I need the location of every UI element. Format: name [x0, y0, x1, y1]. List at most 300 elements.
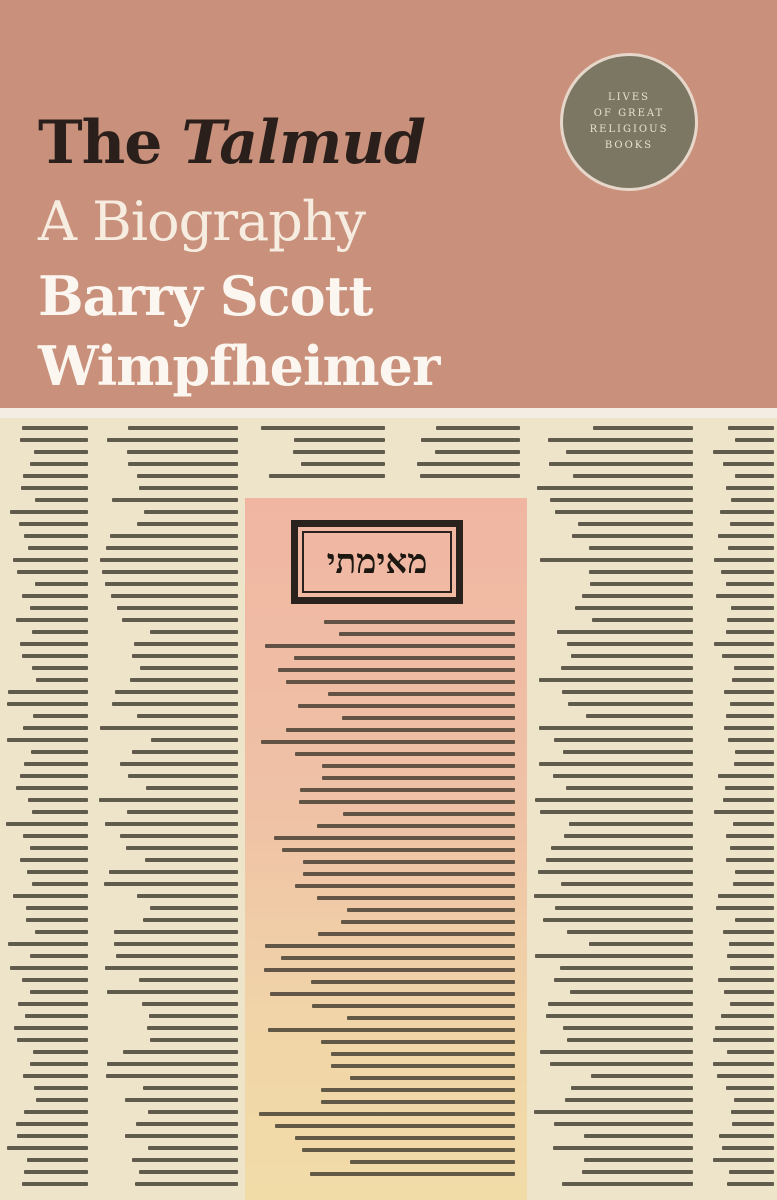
- text-line: [716, 906, 774, 910]
- text-line: [728, 546, 774, 550]
- text-line: [105, 966, 238, 970]
- text-line: [546, 1014, 693, 1018]
- text-line: [593, 426, 693, 430]
- text-line: [120, 834, 238, 838]
- text-line: [546, 858, 693, 862]
- text-line: [303, 860, 515, 864]
- text-line: [34, 1086, 88, 1090]
- text-line: [548, 438, 693, 442]
- text-line: [342, 716, 515, 720]
- text-line: [13, 558, 88, 562]
- text-line: [733, 882, 774, 886]
- text-line: [151, 738, 238, 742]
- text-line: [298, 704, 515, 708]
- text-line: [137, 714, 238, 718]
- text-line: [33, 1050, 88, 1054]
- text-line: [540, 558, 693, 562]
- text-line: [302, 1148, 515, 1152]
- text-line: [717, 1074, 774, 1078]
- text-line: [551, 846, 693, 850]
- text-line: [731, 606, 774, 610]
- text-line: [20, 642, 88, 646]
- talmud-page-illustration: [0, 418, 777, 1200]
- text-line: [32, 666, 88, 670]
- text-line: [26, 906, 88, 910]
- title-band: [0, 0, 777, 408]
- text-line: [584, 1134, 693, 1138]
- text-line: [20, 858, 88, 862]
- text-line: [126, 846, 238, 850]
- text-line: [17, 1038, 88, 1042]
- text-line: [589, 546, 693, 550]
- text-line: [100, 726, 238, 730]
- text-line: [726, 486, 774, 490]
- text-line: [22, 1182, 88, 1186]
- text-line: [553, 774, 693, 778]
- text-line: [727, 1182, 774, 1186]
- text-line: [109, 870, 238, 874]
- series-line-4: BOOKS: [604, 140, 654, 151]
- text-line: [128, 426, 238, 430]
- text-line: [538, 870, 693, 874]
- text-line: [562, 1182, 693, 1186]
- text-line: [713, 450, 774, 454]
- text-line: [566, 786, 693, 790]
- text-line: [562, 690, 693, 694]
- text-line: [549, 462, 693, 466]
- text-line: [734, 666, 774, 670]
- text-line: [35, 582, 88, 586]
- text-line: [722, 1146, 774, 1150]
- text-line: [557, 630, 693, 634]
- text-column: [712, 426, 774, 1196]
- text-line: [16, 786, 88, 790]
- text-line: [24, 534, 88, 538]
- text-line: [713, 1038, 774, 1042]
- title-italic: Talmud: [181, 108, 425, 178]
- text-line: [132, 654, 238, 658]
- text-line: [23, 726, 88, 730]
- text-line: [122, 618, 238, 622]
- text-line: [8, 690, 88, 694]
- text-line: [105, 822, 238, 826]
- text-line: [18, 1002, 88, 1006]
- text-line: [730, 702, 774, 706]
- text-line: [22, 978, 88, 982]
- text-line: [147, 1026, 238, 1030]
- text-line: [301, 462, 385, 466]
- text-line: [726, 1086, 774, 1090]
- text-line: [140, 666, 238, 670]
- text-line: [537, 486, 693, 490]
- text-line: [573, 474, 693, 478]
- text-line: [341, 920, 515, 924]
- text-line: [589, 942, 693, 946]
- text-line: [735, 474, 774, 478]
- text-line: [261, 426, 385, 430]
- text-line: [311, 980, 515, 984]
- text-line: [100, 558, 238, 562]
- text-line: [32, 882, 88, 886]
- text-line: [22, 426, 88, 430]
- text-line: [146, 786, 238, 790]
- series-line-1: LIVES: [608, 92, 650, 103]
- text-line: [734, 1098, 774, 1102]
- text-line: [730, 846, 774, 850]
- text-line: [132, 1158, 238, 1162]
- text-line: [13, 894, 88, 898]
- text-line: [731, 1110, 774, 1114]
- text-line: [718, 774, 774, 778]
- text-line: [714, 642, 774, 646]
- text-line: [286, 728, 515, 732]
- text-line: [590, 582, 693, 586]
- text-line: [17, 1134, 88, 1138]
- text-line: [567, 642, 693, 646]
- text-line: [567, 1038, 693, 1042]
- text-line: [116, 954, 238, 958]
- text-line: [120, 762, 238, 766]
- text-line: [566, 450, 693, 454]
- text-line: [539, 726, 693, 730]
- text-line: [347, 1016, 515, 1020]
- text-line: [735, 870, 774, 874]
- text-line: [112, 498, 238, 502]
- text-line: [22, 654, 88, 658]
- text-line: [8, 942, 88, 946]
- text-line: [150, 1038, 238, 1042]
- text-line: [30, 462, 88, 466]
- text-line: [728, 426, 774, 430]
- text-line: [724, 726, 774, 730]
- text-line: [7, 738, 88, 742]
- text-line: [278, 668, 515, 672]
- text-line: [312, 1004, 515, 1008]
- text-line: [723, 462, 774, 466]
- text-line: [732, 678, 774, 682]
- text-line: [35, 930, 88, 934]
- text-line: [282, 848, 515, 852]
- text-column: [533, 426, 693, 1196]
- text-line: [114, 930, 238, 934]
- text-line: [137, 894, 238, 898]
- text-line: [114, 942, 238, 946]
- text-line: [729, 1170, 774, 1174]
- text-line: [115, 690, 238, 694]
- text-line: [721, 570, 774, 574]
- text-line: [17, 570, 88, 574]
- text-line: [540, 810, 693, 814]
- text-line: [721, 1014, 774, 1018]
- text-line: [571, 654, 693, 658]
- text-line: [713, 1062, 774, 1066]
- author-last-line: Wimpfheimer: [38, 334, 440, 398]
- text-line: [726, 858, 774, 862]
- text-line: [270, 992, 515, 996]
- text-line: [286, 680, 515, 684]
- text-line: [324, 620, 515, 624]
- text-line: [148, 1146, 238, 1150]
- text-line: [540, 1050, 693, 1054]
- text-line: [150, 630, 238, 634]
- text-line: [718, 894, 774, 898]
- text-line: [420, 474, 520, 478]
- series-line-3: RELIGIOUS: [589, 124, 669, 135]
- text-line: [343, 812, 515, 816]
- text-line: [318, 932, 515, 936]
- text-line: [317, 896, 515, 900]
- text-line: [730, 522, 774, 526]
- text-line: [7, 1146, 88, 1150]
- text-line: [27, 1158, 88, 1162]
- text-line: [534, 1110, 693, 1114]
- text-line: [139, 978, 238, 982]
- text-line: [591, 1074, 693, 1078]
- text-line: [578, 522, 693, 526]
- text-line: [123, 1050, 238, 1054]
- text-line: [331, 1064, 515, 1068]
- text-line: [724, 990, 774, 994]
- text-line: [719, 1134, 774, 1138]
- text-line: [550, 1062, 693, 1066]
- text-line: [32, 810, 88, 814]
- text-line: [310, 1172, 515, 1176]
- text-line: [14, 1026, 88, 1030]
- text-line: [347, 908, 515, 912]
- text-line: [135, 1182, 238, 1186]
- text-line: [104, 882, 238, 886]
- text-column: [392, 426, 520, 494]
- text-line: [102, 570, 238, 574]
- text-line: [543, 918, 693, 922]
- text-line: [136, 1122, 238, 1126]
- text-line: [111, 594, 238, 598]
- text-line: [421, 438, 520, 442]
- text-line: [36, 678, 88, 682]
- text-line: [534, 894, 693, 898]
- text-line: [322, 776, 515, 780]
- text-line: [268, 1028, 515, 1032]
- text-line: [539, 678, 693, 682]
- text-line: [143, 918, 238, 922]
- text-line: [300, 788, 515, 792]
- text-line: [726, 630, 774, 634]
- opening-word-frame: [291, 520, 463, 604]
- text-line: [714, 810, 774, 814]
- text-line: [132, 750, 238, 754]
- text-line: [723, 798, 774, 802]
- text-line: [715, 1026, 774, 1030]
- text-line: [555, 906, 693, 910]
- text-line: [137, 522, 238, 526]
- text-line: [572, 534, 693, 538]
- text-line: [142, 1002, 238, 1006]
- text-line: [582, 1170, 693, 1174]
- text-line: [728, 738, 774, 742]
- text-line: [299, 800, 515, 804]
- text-line: [137, 474, 238, 478]
- text-line: [294, 656, 515, 660]
- text-line: [732, 1122, 774, 1126]
- text-line: [561, 882, 693, 886]
- text-line: [274, 836, 515, 840]
- text-line: [139, 1170, 238, 1174]
- text-line: [350, 1160, 515, 1164]
- text-line: [569, 822, 693, 826]
- band-divider: [0, 408, 777, 418]
- text-line: [568, 702, 693, 706]
- text-line: [128, 774, 238, 778]
- text-line: [130, 678, 238, 682]
- text-line: [295, 752, 515, 756]
- text-line: [565, 1098, 693, 1102]
- series-seal: [563, 56, 695, 188]
- text-line: [725, 786, 774, 790]
- text-line: [735, 438, 774, 442]
- text-line: [30, 1062, 88, 1066]
- text-line: [724, 690, 774, 694]
- text-line: [35, 498, 88, 502]
- text-line: [19, 522, 88, 526]
- text-line: [30, 846, 88, 850]
- text-line: [125, 1098, 238, 1102]
- text-line: [105, 582, 238, 586]
- text-line: [259, 1112, 515, 1116]
- text-line: [321, 1040, 515, 1044]
- text-line: [36, 1098, 88, 1102]
- text-line: [16, 618, 88, 622]
- text-line: [561, 666, 693, 670]
- text-line: [735, 750, 774, 754]
- text-line: [582, 594, 693, 598]
- text-line: [27, 870, 88, 874]
- text-line: [294, 438, 385, 442]
- text-line: [733, 822, 774, 826]
- text-line: [32, 630, 88, 634]
- text-line: [584, 1158, 693, 1162]
- text-line: [23, 834, 88, 838]
- text-line: [148, 1110, 238, 1114]
- text-line: [24, 762, 88, 766]
- text-line: [714, 558, 774, 562]
- text-line: [718, 978, 774, 982]
- text-line: [730, 1002, 774, 1006]
- text-line: [435, 450, 520, 454]
- text-line: [723, 930, 774, 934]
- text-line: [20, 774, 88, 778]
- text-line: [550, 498, 693, 502]
- text-line: [716, 594, 774, 598]
- text-line: [729, 942, 774, 946]
- text-line: [10, 510, 88, 514]
- text-line: [535, 954, 693, 958]
- book-subtitle: A Biography: [38, 190, 366, 253]
- text-line: [26, 918, 88, 922]
- text-line: [722, 654, 774, 658]
- text-line: [563, 750, 693, 754]
- text-line: [295, 1136, 515, 1140]
- text-line: [139, 486, 238, 490]
- text-line: [571, 1086, 693, 1090]
- text-line: [350, 1076, 515, 1080]
- text-line: [567, 930, 693, 934]
- text-line: [328, 692, 515, 696]
- text-line: [317, 824, 515, 828]
- text-column: [6, 426, 88, 1196]
- text-line: [575, 606, 693, 610]
- text-line: [99, 798, 238, 802]
- text-line: [21, 486, 88, 490]
- text-line: [735, 918, 774, 922]
- text-line: [20, 438, 88, 442]
- text-line: [535, 798, 693, 802]
- text-line: [555, 510, 693, 514]
- text-line: [30, 990, 88, 994]
- text-line: [322, 764, 515, 768]
- text-line: [570, 990, 693, 994]
- text-line: [107, 1062, 238, 1066]
- text-line: [143, 1086, 238, 1090]
- book-title: [38, 108, 425, 178]
- text-line: [731, 498, 774, 502]
- text-line: [149, 1014, 238, 1018]
- text-line: [321, 1088, 515, 1092]
- text-line: [331, 1052, 515, 1056]
- author-first-line: Barry Scott: [38, 264, 373, 328]
- text-line: [730, 966, 774, 970]
- text-line: [10, 966, 88, 970]
- text-line: [33, 714, 88, 718]
- series-line-2: OF GREAT: [593, 108, 665, 119]
- text-line: [23, 474, 88, 478]
- text-line: [28, 546, 88, 550]
- text-line: [22, 594, 88, 598]
- text-line: [554, 1122, 693, 1126]
- text-line: [107, 438, 238, 442]
- text-line: [720, 510, 774, 514]
- text-line: [7, 702, 88, 706]
- text-line: [31, 750, 88, 754]
- text-line: [339, 632, 515, 636]
- text-line: [563, 1026, 693, 1030]
- text-line: [293, 450, 385, 454]
- text-line: [592, 618, 693, 622]
- text-line: [106, 546, 238, 550]
- text-column: [98, 426, 238, 1196]
- text-line: [261, 740, 515, 744]
- text-line: [30, 954, 88, 958]
- text-line: [265, 644, 515, 648]
- text-column: [250, 426, 385, 494]
- text-line: [28, 798, 88, 802]
- text-line: [110, 534, 238, 538]
- text-line: [727, 954, 774, 958]
- text-line: [303, 872, 515, 876]
- text-line: [150, 906, 238, 910]
- text-line: [125, 1134, 238, 1138]
- text-line: [726, 714, 774, 718]
- text-line: [16, 1122, 88, 1126]
- text-line: [589, 570, 693, 574]
- text-line: [134, 642, 238, 646]
- text-line: [30, 606, 88, 610]
- text-line: [275, 1124, 515, 1128]
- text-column: [257, 620, 515, 1195]
- text-line: [145, 858, 238, 862]
- text-line: [107, 990, 238, 994]
- text-line: [25, 1014, 88, 1018]
- text-line: [144, 510, 238, 514]
